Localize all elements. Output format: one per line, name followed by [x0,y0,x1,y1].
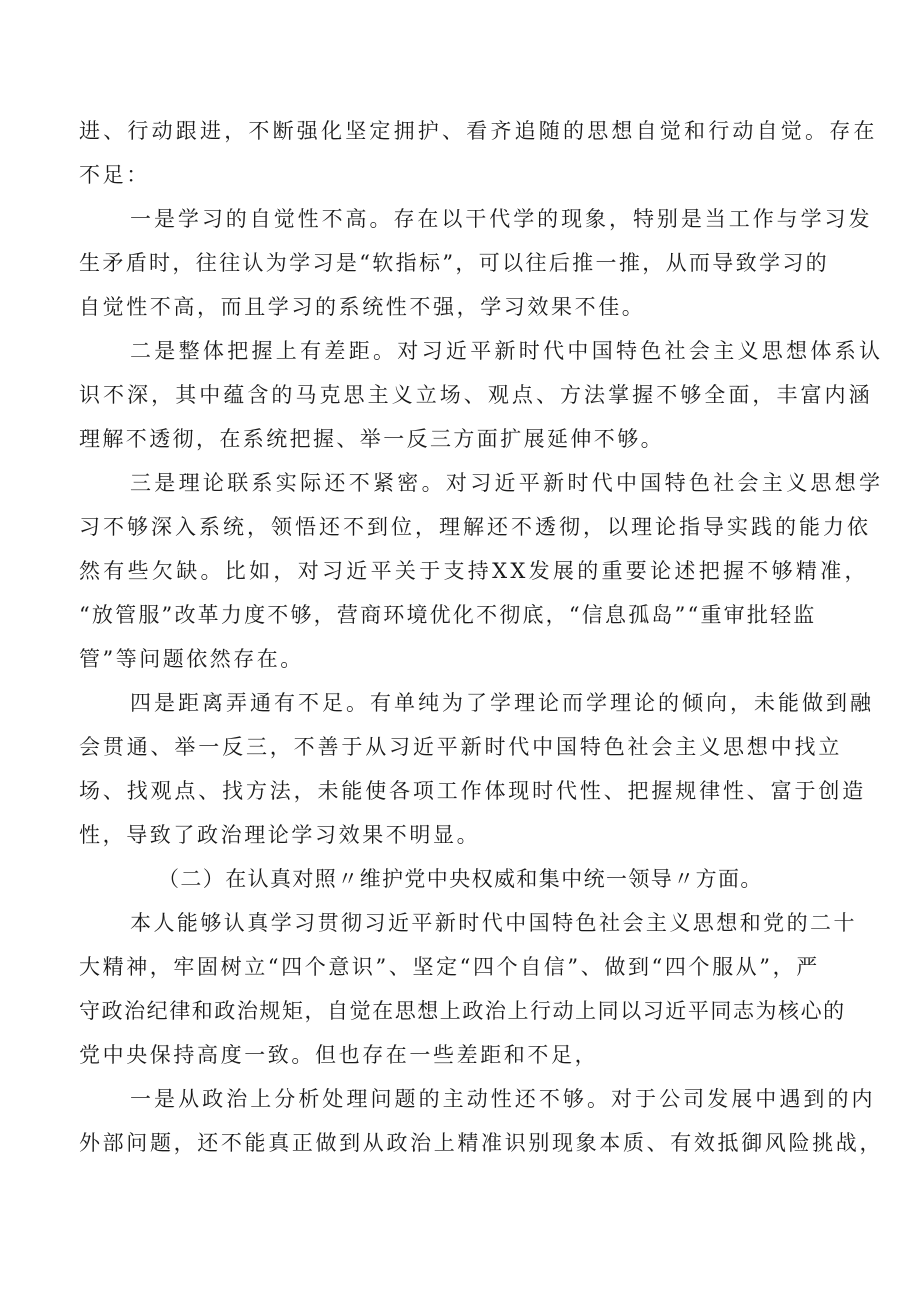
section-heading: （二）在认真对照〃维护党中央权威和集中统一领导〃方面。 [158,867,763,891]
text-line: 守政治纪律和政治规矩，自觉在思想上政治上行动上同以习近平同志为核心的 [79,999,846,1023]
text-line: 识不深，其中蕴含的马克思主义立场、观点、方法掌握不够全面，丰富内涵 [79,383,873,407]
text-line: 本人能够认真学习贯彻习近平新时代中国特色社会主义思想和党的二十 [130,911,857,935]
text-line: 一是从政治上分析处理问题的主动性还不够。对于公司发展中遇到的内 [130,1087,876,1111]
text-line: 管”等问题依然存在。 [79,647,304,671]
text-line: “放管服”改革力度不够，营商环境优化不彻底，“信息孤岛”“重审批轻监 [79,603,817,627]
text-line: 一是学习的自觉性不高。存在以干代学的现象，特别是当工作与学习发 [130,207,873,231]
text-line: 二是整体把握上有差距。对习近平新时代中国特色社会主义思想体系认 [130,339,884,363]
text-line: 习不够深入系统，领悟还不到位，理解还不透彻，以理论指导实践的能力依 [79,515,871,539]
text-line: 党中央保持高度一致。但也存在一些差距和不足， [79,1043,599,1067]
text-line: 性，导致了政治理论学习效果不明显。 [79,823,481,847]
text-line: 生矛盾时，往往认为学习是“软指标”，可以往后推一推，从而导致学习的 [79,251,830,275]
text-line: 不足： [79,163,150,187]
text-line: 四是距离弄通有不足。有单纯为了学理论而学理论的倾向，未能做到融 [130,691,874,715]
text-line: 然有些欠缺。比如，对习近平关于支持XX发展的重要论述把握不够精准， [79,559,869,583]
text-line: 场、找观点、找方法，未能使各项工作体现时代性、把握规律性、富于创造 [79,779,867,803]
text-line: 外部问题，还不能真正做到从政治上精准识别现象本质、有效抵御风险挑战， [79,1131,884,1155]
text-line: 三是理论联系实际还不紧密。对习近平新时代中国特色社会主义思想学 [130,471,884,495]
text-line: 进、行动跟进，不断强化坚定拥护、看齐追随的思想自觉和行动自觉。存在 [79,119,878,143]
text-line: 会贯通、举一反三，不善于从习近平新时代中国特色社会主义思想中找立 [79,735,843,759]
text-line: 自觉性不高，而且学习的系统性不强，学习效果不佳。 [79,295,646,319]
text-line: 大精神，牢固树立“四个意识”、坚定“四个自信”、做到“四个服从”，严 [79,955,820,979]
text-line: 理解不透彻，在系统把握、举一反三方面扩展延伸不够。 [79,427,664,451]
